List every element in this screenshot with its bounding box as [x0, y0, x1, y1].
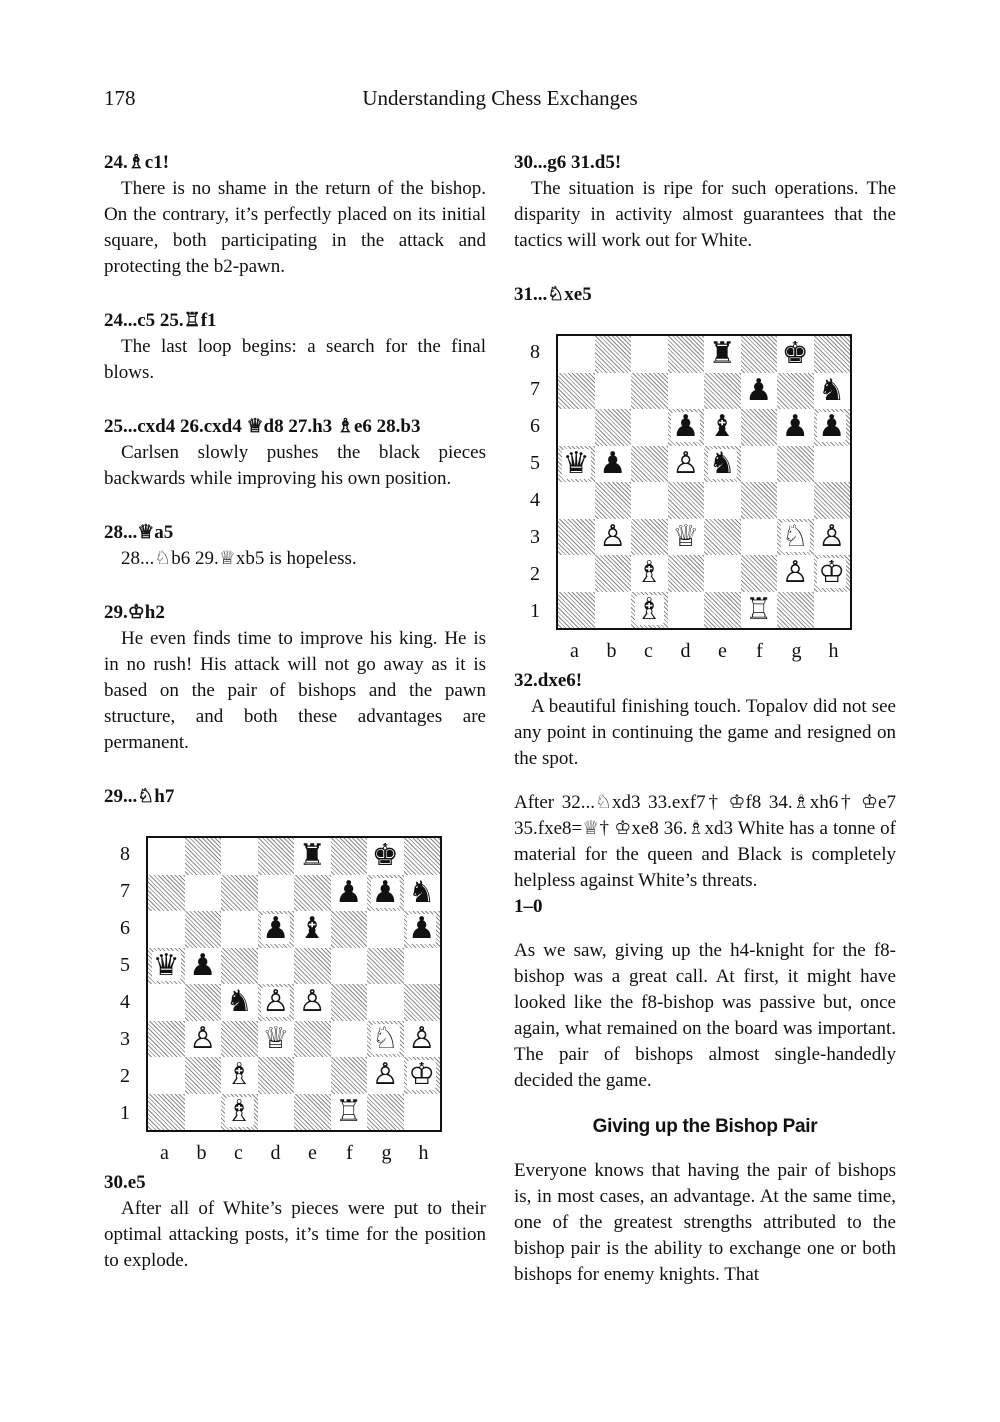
paragraph: A beautiful finishing touch. Topalov did not see any point in continuing the game and resigned on the spot. [514, 696, 896, 769]
board-square [595, 409, 632, 446]
board-square [741, 409, 778, 446]
chess-piece: ♟ [672, 409, 700, 445]
board-square [404, 838, 441, 875]
board-square [704, 555, 741, 592]
board-square [741, 555, 778, 592]
paragraph: 28...♘b6 29.♕xb5 is hopeless. [121, 548, 357, 569]
move-heading: 32.dxe6! [514, 670, 583, 691]
board-square [814, 519, 851, 556]
board-square [258, 1057, 295, 1094]
file-label: g [381, 1142, 392, 1164]
board-square [258, 911, 295, 948]
board-square [668, 446, 705, 483]
board-square [185, 984, 222, 1021]
board-square [777, 336, 814, 373]
board-square [294, 948, 331, 985]
board-square [595, 592, 632, 629]
chess-piece: ♖ [745, 591, 773, 627]
rank-label: 7 [120, 880, 130, 902]
board-square [221, 911, 258, 948]
move-heading: 29.♔h2 [104, 602, 165, 623]
chess-piece: ♚ [371, 838, 399, 874]
chess-piece: ♞ [818, 372, 846, 408]
rank-label: 7 [530, 378, 540, 400]
board-square [558, 519, 595, 556]
board-square [777, 592, 814, 629]
file-label: h [828, 640, 839, 662]
board-square [704, 592, 741, 629]
board-square [258, 1021, 295, 1058]
file-label: g [791, 640, 802, 662]
rank-label: 6 [530, 415, 540, 437]
chess-piece: ♖ [335, 1093, 363, 1129]
board-square [185, 1057, 222, 1094]
chess-piece: ♟ [262, 911, 290, 947]
rank-label: 8 [120, 843, 130, 865]
board-square [668, 373, 705, 410]
board-square [668, 482, 705, 519]
board-square [741, 519, 778, 556]
board-square [668, 519, 705, 556]
board-square [221, 1094, 258, 1131]
board-square [558, 592, 595, 629]
paragraph: After all of White’s pieces were put to their optimal attacking posts, it’s time for the position to explode. [104, 1198, 486, 1271]
board-square [294, 838, 331, 875]
chess-piece: ♟ [335, 874, 363, 910]
chess-diagram-2 [514, 334, 896, 664]
file-label: c [644, 640, 653, 662]
board-square [631, 592, 668, 629]
paragraph: The situation is ripe for such operations. The disparity in activity almost guarantees that the tactics will work out for White. [514, 178, 896, 251]
board-square [221, 1021, 258, 1058]
board-square [148, 1021, 185, 1058]
chess-piece: ♚ [781, 336, 809, 372]
board-square [704, 336, 741, 373]
running-title: Understanding Chess Exchanges [362, 86, 638, 110]
board-square [741, 446, 778, 483]
board-square [294, 1057, 331, 1094]
chess-piece: ♜ [708, 336, 736, 372]
chess-piece: ♙ [408, 1020, 436, 1056]
file-label: b [606, 640, 617, 662]
board-square [777, 555, 814, 592]
file-label: a [160, 1142, 169, 1164]
board-square [148, 984, 185, 1021]
chess-piece: ♗ [225, 1093, 253, 1129]
board-square [367, 911, 404, 948]
board-square [595, 336, 632, 373]
board-square [331, 948, 368, 985]
board-square [221, 984, 258, 1021]
rank-label: 3 [530, 526, 540, 548]
board-square [631, 519, 668, 556]
board-square [185, 838, 222, 875]
board-square [404, 984, 441, 1021]
board-square [294, 911, 331, 948]
board-square [404, 1021, 441, 1058]
chess-piece: ♗ [635, 555, 663, 591]
board-square [221, 875, 258, 912]
board-square [558, 446, 595, 483]
chess-piece: ♙ [371, 1057, 399, 1093]
board-square [367, 1021, 404, 1058]
chess-piece: ♟ [781, 409, 809, 445]
file-label: a [570, 640, 579, 662]
board-square [814, 409, 851, 446]
paragraph: Everyone knows that having the pair of bishops is, in most cases, an advantage. At the same time, one of the greatest strengths attributed to the bishop pair is the ability to exchange one or both bishops for enemy knights. That [514, 1160, 896, 1285]
chess-piece: ♗ [225, 1057, 253, 1093]
game-result: 1–0 [514, 896, 543, 917]
board-square [331, 838, 368, 875]
file-label: h [418, 1142, 429, 1164]
board-square [367, 1094, 404, 1131]
chess-piece: ♘ [371, 1020, 399, 1056]
board-square [148, 1094, 185, 1131]
chess-piece: ♕ [672, 518, 700, 554]
board-square [814, 446, 851, 483]
board-square [148, 838, 185, 875]
board-square [367, 948, 404, 985]
board-square [404, 911, 441, 948]
board-square [558, 409, 595, 446]
board-square [367, 1057, 404, 1094]
board-square [185, 1021, 222, 1058]
move-heading: 25...cxd4 26.cxd4 ♕d8 27.h3 ♗e6 28.b3 [104, 416, 421, 437]
chess-piece: ♟ [408, 911, 436, 947]
board-square [704, 482, 741, 519]
board-square [221, 838, 258, 875]
board-square [148, 875, 185, 912]
board-square [814, 555, 851, 592]
board-square [631, 555, 668, 592]
chess-piece: ♔ [818, 555, 846, 591]
board-square [185, 875, 222, 912]
rank-label: 1 [530, 600, 540, 622]
board-square [741, 482, 778, 519]
board-square [148, 911, 185, 948]
chess-piece: ♙ [781, 555, 809, 591]
board-square [741, 373, 778, 410]
board-square [331, 1057, 368, 1094]
chess-piece: ♞ [708, 445, 736, 481]
move-heading: 30...g6 31.d5! [514, 152, 622, 173]
file-labels [556, 638, 852, 664]
file-label: b [196, 1142, 207, 1164]
board-square [185, 911, 222, 948]
board-square [668, 555, 705, 592]
rank-label: 2 [120, 1065, 130, 1087]
board-square [258, 875, 295, 912]
paragraph: He even finds time to improve his king. He is in no rush! His attack will not go away as it is based on the pair of bishops and the pawn structure, and both these advantages are permanent. [104, 628, 486, 753]
board-square [367, 875, 404, 912]
chess-piece: ♛ [152, 947, 180, 983]
chess-piece: ♙ [262, 984, 290, 1020]
chess-piece: ♔ [408, 1057, 436, 1093]
board-square [367, 838, 404, 875]
chess-diagram-1 [104, 836, 486, 1166]
file-label: d [680, 640, 691, 662]
paragraph: After 32...♘xd3 33.exf7† ♔f8 34.♗xh6† ♔e7 35.fxe8=♕† ♔xe8 36.♗xd3 White has a tonne of material for the queen and Black is completely helpless against White’s threats. [514, 792, 896, 891]
board-square [294, 984, 331, 1021]
paragraph: Carlsen slowly pushes the black pieces backwards while improving his own position. [104, 442, 486, 489]
chess-piece: ♙ [672, 445, 700, 481]
board-square [294, 1094, 331, 1131]
chess-board [146, 836, 442, 1132]
paragraph: As we saw, giving up the h4-knight for the f8-bishop was a great call. At first, it might have looked like the f8-bishop was passive but, once again, what remained on the board was important. The pair of bishops almost single-handedly decided the game. [514, 940, 896, 1091]
chess-piece: ♟ [818, 409, 846, 445]
board-square [221, 1057, 258, 1094]
board-square [258, 948, 295, 985]
move-heading: 28...♕a5 [104, 522, 174, 543]
chess-piece: ♜ [298, 838, 326, 874]
board-square [595, 555, 632, 592]
board-square [814, 592, 851, 629]
board-square [595, 519, 632, 556]
file-label: d [270, 1142, 281, 1164]
board-square [668, 336, 705, 373]
board-square [814, 482, 851, 519]
rank-label: 5 [530, 452, 540, 474]
rank-label: 6 [120, 917, 130, 939]
rank-label: 8 [530, 341, 540, 363]
chess-piece: ♘ [781, 518, 809, 554]
board-square [404, 1094, 441, 1131]
rank-label: 5 [120, 954, 130, 976]
board-square [741, 592, 778, 629]
file-label: e [718, 640, 727, 662]
board-square [558, 336, 595, 373]
chess-piece: ♟ [745, 372, 773, 408]
chess-piece: ♙ [599, 518, 627, 554]
board-square [294, 875, 331, 912]
board-square [367, 984, 404, 1021]
board-square [221, 948, 258, 985]
left-column [104, 150, 486, 1274]
board-square [814, 336, 851, 373]
board-square [704, 519, 741, 556]
rank-label: 4 [530, 489, 540, 511]
file-labels [146, 1140, 442, 1166]
board-square [631, 336, 668, 373]
board-square [777, 482, 814, 519]
chess-piece: ♟ [599, 445, 627, 481]
board-square [814, 373, 851, 410]
move-heading: 29...♘h7 [104, 786, 175, 807]
paragraph: There is no shame in the return of the bishop. On the contrary, it’s perfectly placed on its initial square, both participating in the attack and protecting the b2-pawn. [104, 178, 486, 277]
chess-piece: ♙ [189, 1020, 217, 1056]
board-square [631, 373, 668, 410]
page-number: 178 [104, 86, 136, 110]
board-square [595, 446, 632, 483]
right-column [514, 150, 896, 1288]
board-square [741, 336, 778, 373]
rank-label: 1 [120, 1102, 130, 1124]
board-square [704, 373, 741, 410]
file-label: f [756, 640, 763, 662]
board-square [558, 482, 595, 519]
rank-label: 3 [120, 1028, 130, 1050]
board-square [185, 1094, 222, 1131]
chess-piece: ♙ [818, 518, 846, 554]
board-square [595, 373, 632, 410]
board-square [558, 555, 595, 592]
board-square [148, 1057, 185, 1094]
board-square [331, 911, 368, 948]
board-square [258, 984, 295, 1021]
board-square [777, 373, 814, 410]
board-square [404, 875, 441, 912]
board-square [668, 592, 705, 629]
chess-piece: ♟ [371, 874, 399, 910]
chess-piece: ♞ [225, 984, 253, 1020]
move-heading: 24...c5 25.♖f1 [104, 310, 217, 331]
file-label: c [234, 1142, 243, 1164]
section-heading: Giving up the Bishop Pair [592, 1116, 818, 1137]
chess-piece: ♕ [262, 1020, 290, 1056]
move-heading: 31...♘xe5 [514, 284, 592, 305]
board-square [777, 409, 814, 446]
chess-piece: ♝ [298, 911, 326, 947]
file-label: e [308, 1142, 317, 1164]
board-square [331, 1021, 368, 1058]
rank-label: 4 [120, 991, 130, 1013]
file-label: f [346, 1142, 353, 1164]
move-heading: 24.♗c1! [104, 152, 170, 173]
chess-piece: ♛ [562, 445, 590, 481]
board-square [331, 1094, 368, 1131]
move-heading: 30.e5 [104, 1172, 146, 1193]
paragraph: The last loop begins: a search for the final blows. [104, 336, 486, 383]
chess-board [556, 334, 852, 630]
board-square [777, 519, 814, 556]
board-square [404, 948, 441, 985]
board-square [258, 1094, 295, 1131]
board-square [331, 875, 368, 912]
chess-piece: ♙ [298, 984, 326, 1020]
board-square [294, 1021, 331, 1058]
board-square [704, 409, 741, 446]
board-square [595, 482, 632, 519]
board-square [777, 446, 814, 483]
board-square [185, 948, 222, 985]
rank-label: 2 [530, 563, 540, 585]
board-square [558, 373, 595, 410]
board-square [668, 409, 705, 446]
board-square [704, 446, 741, 483]
board-square [631, 409, 668, 446]
board-square [404, 1057, 441, 1094]
board-square [331, 984, 368, 1021]
board-square [631, 482, 668, 519]
chess-piece: ♗ [635, 591, 663, 627]
board-square [148, 948, 185, 985]
board-square [631, 446, 668, 483]
chess-piece: ♝ [708, 409, 736, 445]
chess-piece: ♞ [408, 874, 436, 910]
chess-piece: ♟ [189, 947, 217, 983]
board-square [258, 838, 295, 875]
